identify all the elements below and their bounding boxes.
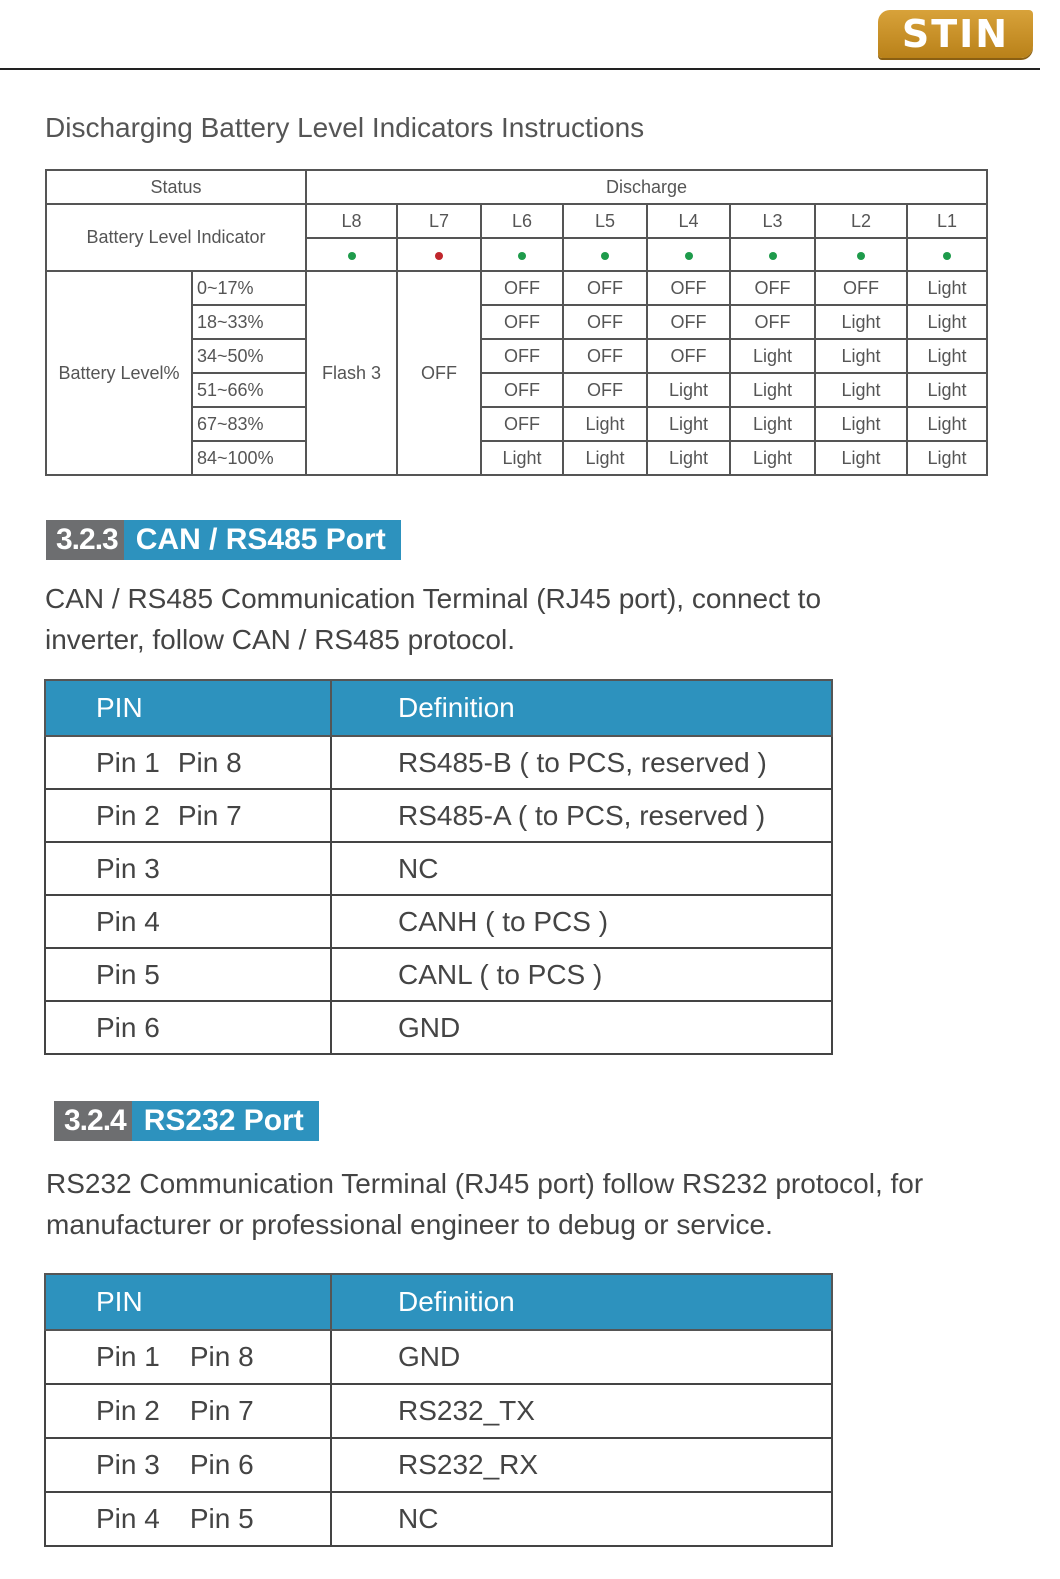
led-state: OFF — [563, 305, 647, 339]
level-range: 51~66% — [192, 373, 306, 407]
rs232-section-heading — [54, 1101, 319, 1141]
pin-number: Pin 1 — [96, 746, 160, 778]
pin-number: Pin 2 — [96, 1395, 160, 1426]
led-dot-cell — [306, 238, 397, 271]
led-dot-cell — [647, 238, 730, 271]
rs232-desc-line2: manufacturer or professional engineer to debug or service. — [46, 1209, 773, 1240]
pin-cell — [45, 1330, 331, 1384]
led-state: OFF — [647, 271, 730, 305]
pin-definition: RS485-A ( to PCS, reserved ) — [331, 789, 832, 842]
led-state: OFF — [563, 271, 647, 305]
l7-state: OFF — [397, 271, 481, 475]
led-state: Light — [730, 407, 815, 441]
discharge-header: Discharge — [306, 170, 987, 204]
led-state: Light — [815, 407, 907, 441]
led-state: OFF — [647, 305, 730, 339]
led-state: OFF — [563, 339, 647, 373]
pin-table-header — [45, 1274, 832, 1330]
pin-number: Pin 3 — [96, 852, 160, 884]
led-state: Light — [730, 339, 815, 373]
pin-row — [45, 1001, 832, 1054]
pin-row — [45, 1330, 832, 1384]
led-label: L3 — [730, 204, 815, 238]
pin-definition: NC — [331, 842, 832, 895]
led-state: OFF — [563, 373, 647, 407]
stin-logo — [878, 10, 1033, 58]
pin-definition: RS232_TX — [331, 1384, 832, 1438]
pin-number: Pin 2 — [96, 799, 160, 831]
rs232-pin-table — [44, 1273, 833, 1547]
pin-cell — [45, 1492, 331, 1546]
led-label: L2 — [815, 204, 907, 238]
pin-number: Pin 6 — [189, 1449, 254, 1480]
pin-row — [45, 842, 832, 895]
led-dot-icon — [435, 252, 443, 260]
can-desc-line1: CAN / RS485 Communication Terminal (RJ45 port), connect to — [45, 583, 822, 614]
section-number: 3.2.3 — [46, 520, 124, 560]
pin-number: Pin 4 — [96, 905, 160, 937]
led-dot-cell — [815, 238, 907, 271]
pin-definition: GND — [331, 1001, 832, 1054]
led-state: OFF — [647, 339, 730, 373]
led-state: Light — [647, 373, 730, 407]
led-state: Light — [481, 441, 563, 475]
level-range: 0~17% — [192, 271, 306, 305]
led-state: OFF — [481, 271, 563, 305]
can-pin-table — [44, 679, 833, 1055]
pin-cell — [45, 842, 331, 895]
pin-number: Pin 8 — [189, 1341, 254, 1372]
level-row — [46, 271, 987, 305]
pin-definition: CANH ( to PCS ) — [331, 895, 832, 948]
indicator-label: Battery Level Indicator — [46, 204, 306, 271]
led-state: OFF — [481, 339, 563, 373]
level-range: 67~83% — [192, 407, 306, 441]
pin-row — [45, 1438, 832, 1492]
battery-section-title: Discharging Battery Level Indicators Instructions — [45, 112, 645, 143]
pin-number: Pin 5 — [96, 958, 160, 990]
rs232-desc-line1: RS232 Communication Terminal (RJ45 port) follow RS232 protocol, for — [46, 1168, 924, 1199]
pin-cell — [45, 948, 331, 1001]
led-dot-cell — [907, 238, 987, 271]
led-dot-cell — [481, 238, 563, 271]
pin-cell — [45, 1001, 331, 1054]
pin-column-header: PIN — [45, 1274, 331, 1330]
led-dot-cell — [563, 238, 647, 271]
led-state: Light — [907, 305, 987, 339]
definition-column-header: Definition — [331, 1274, 832, 1330]
led-state: Light — [815, 441, 907, 475]
led-label: L7 — [397, 204, 481, 238]
pin-row — [45, 1492, 832, 1546]
level-range: 34~50% — [192, 339, 306, 373]
led-state: OFF — [481, 305, 563, 339]
pin-number: Pin 6 — [96, 1011, 160, 1043]
led-label: L4 — [647, 204, 730, 238]
led-label: L5 — [563, 204, 647, 238]
battery-level-label: Battery Level% — [46, 271, 192, 475]
led-state: Light — [907, 407, 987, 441]
pin-row — [45, 1384, 832, 1438]
pin-definition: GND — [331, 1330, 832, 1384]
pin-table-header — [45, 680, 832, 736]
battery-level-table — [45, 169, 988, 476]
led-state: Light — [907, 339, 987, 373]
logo-text: STIN — [901, 12, 1010, 56]
pin-cell — [45, 1438, 331, 1492]
pin-number: Pin 4 — [96, 1503, 160, 1534]
pin-row — [45, 948, 832, 1001]
can-description — [45, 578, 821, 660]
header-divider — [0, 68, 1040, 70]
level-range: 18~33% — [192, 305, 306, 339]
pin-cell — [45, 789, 331, 842]
led-state: OFF — [481, 373, 563, 407]
led-dot-icon — [348, 252, 356, 260]
can-section-heading — [46, 520, 401, 560]
led-dot-icon — [685, 252, 693, 260]
led-label: L6 — [481, 204, 563, 238]
can-desc-line2: inverter, follow CAN / RS485 protocol. — [45, 624, 515, 655]
pin-definition: NC — [331, 1492, 832, 1546]
led-state: Light — [563, 407, 647, 441]
led-state: Light — [647, 441, 730, 475]
led-state: OFF — [815, 271, 907, 305]
led-dot-icon — [943, 252, 951, 260]
pin-row — [45, 895, 832, 948]
pin-definition: CANL ( to PCS ) — [331, 948, 832, 1001]
rs232-description — [46, 1163, 923, 1245]
led-label: L1 — [907, 204, 987, 238]
section-number: 3.2.4 — [54, 1101, 132, 1141]
led-dot-cell — [397, 238, 481, 271]
led-state: Light — [907, 441, 987, 475]
pin-number: Pin 8 — [177, 746, 242, 778]
led-state: OFF — [730, 271, 815, 305]
level-range: 84~100% — [192, 441, 306, 475]
pin-definition: RS232_RX — [331, 1438, 832, 1492]
pin-row — [45, 736, 832, 789]
led-state: Light — [815, 373, 907, 407]
led-dot-cell — [730, 238, 815, 271]
l8-state: Flash 3 — [306, 271, 397, 475]
led-state: OFF — [481, 407, 563, 441]
led-dot-icon — [601, 252, 609, 260]
led-dot-icon — [769, 252, 777, 260]
led-dot-icon — [518, 252, 526, 260]
pin-number: Pin 5 — [189, 1503, 254, 1534]
pin-cell — [45, 1384, 331, 1438]
led-state: Light — [647, 407, 730, 441]
pin-number: Pin 1 — [96, 1341, 160, 1372]
led-state: Light — [907, 373, 987, 407]
pin-definition: RS485-B ( to PCS, reserved ) — [331, 736, 832, 789]
pin-row — [45, 789, 832, 842]
led-state: Light — [907, 271, 987, 305]
pin-cell — [45, 736, 331, 789]
definition-column-header: Definition — [331, 680, 832, 736]
pin-column-header: PIN — [45, 680, 331, 736]
led-state: Light — [815, 339, 907, 373]
pin-number: Pin 7 — [189, 1395, 254, 1426]
section-name: CAN / RS485 Port — [124, 520, 401, 560]
pin-number: Pin 7 — [177, 799, 242, 831]
level-rows — [46, 271, 987, 475]
section-name: RS232 Port — [132, 1101, 319, 1141]
pin-cell — [45, 895, 331, 948]
led-state: Light — [730, 373, 815, 407]
led-state: OFF — [730, 305, 815, 339]
led-state: Light — [815, 305, 907, 339]
led-label: L8 — [306, 204, 397, 238]
status-header: Status — [46, 170, 306, 204]
led-dot-icon — [857, 252, 865, 260]
pin-number: Pin 3 — [96, 1449, 160, 1480]
led-state: Light — [730, 441, 815, 475]
led-state: Light — [563, 441, 647, 475]
